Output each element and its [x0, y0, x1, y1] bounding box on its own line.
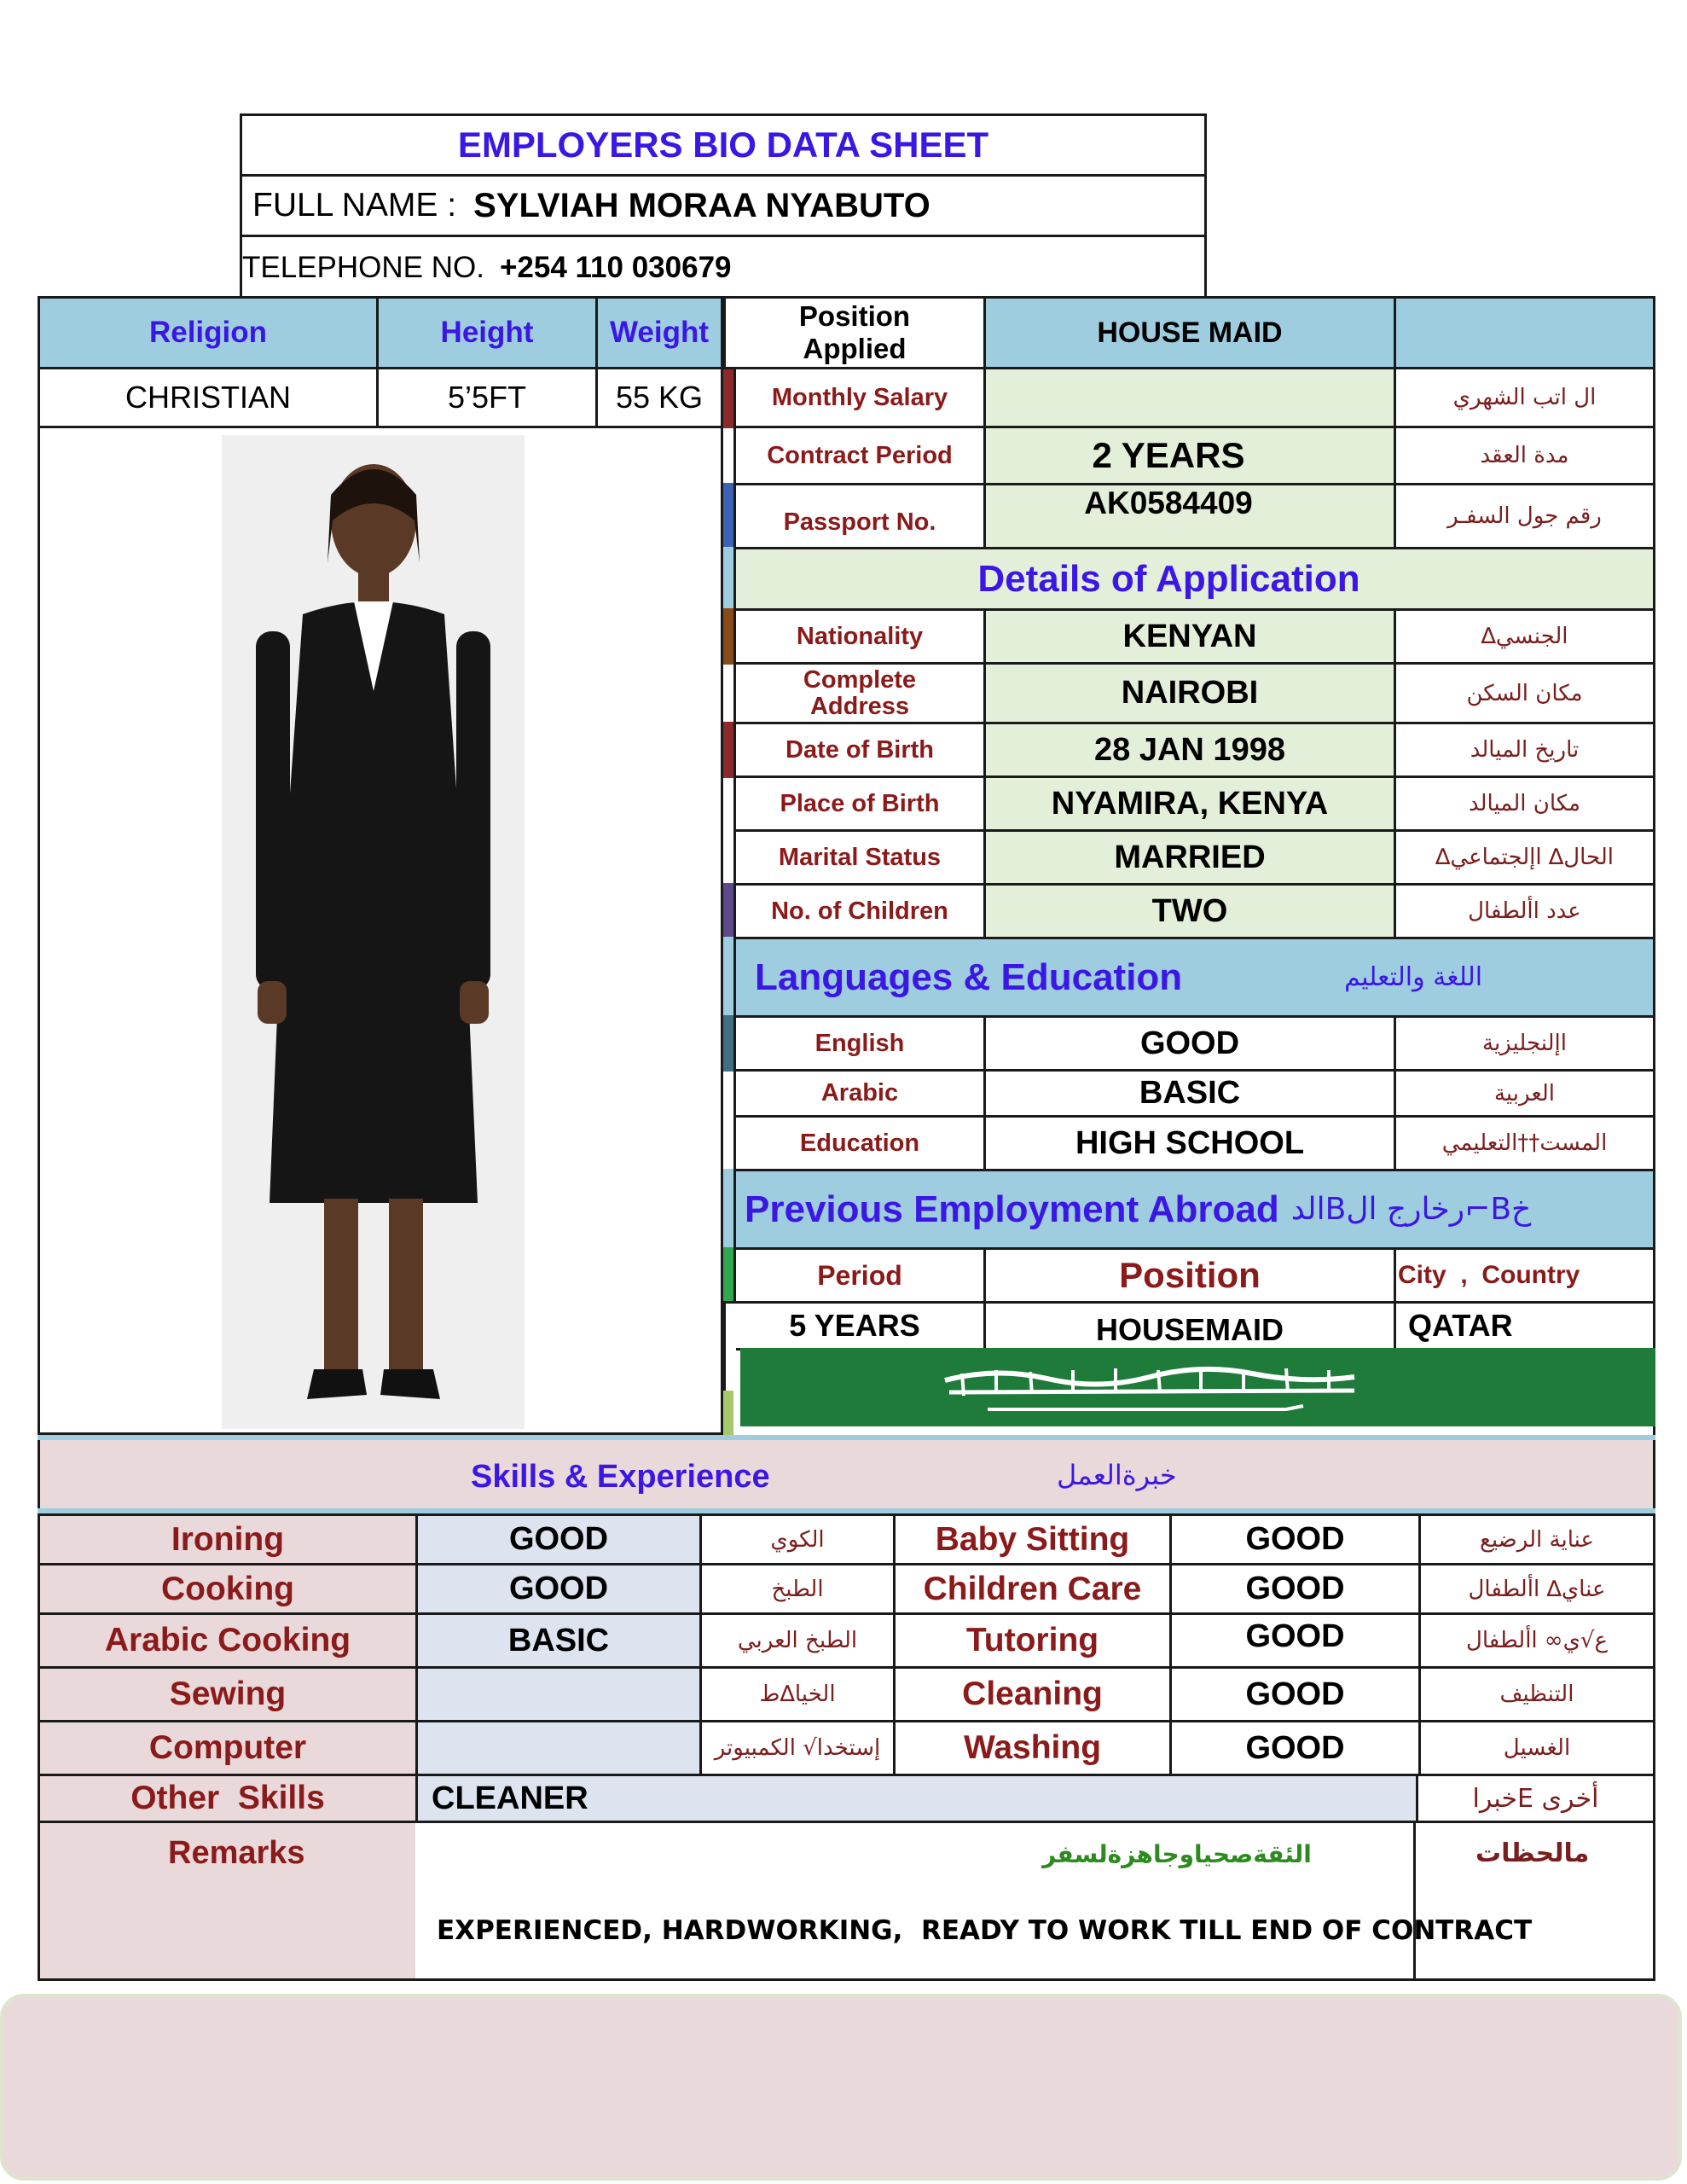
- position-label-cell: [723, 296, 986, 369]
- skill-ar-cell: [699, 1513, 896, 1565]
- arabic-label: Arabic: [820, 1079, 899, 1107]
- skill-label-cell: [893, 1513, 1172, 1565]
- english-value-cell: [983, 1015, 1396, 1072]
- salary-label-cell: [733, 367, 986, 428]
- religion-value: CHRISTIAN: [125, 380, 291, 415]
- contract-ar: مدة العقد: [1480, 443, 1569, 468]
- person-figure-icon: [222, 435, 525, 1429]
- row-marker: [723, 883, 733, 939]
- skill-sewing-ar: الخيا∆ط: [759, 1682, 836, 1707]
- remarks-text: EXPERIENCED, HARDWORKING, READY TO WORK TILL END OF CONTRACT: [437, 1915, 1533, 1946]
- city-header: City , Country: [1398, 1261, 1580, 1289]
- salary-label: Monthly Salary: [771, 383, 948, 411]
- other-skills-value-cell: [415, 1774, 1418, 1823]
- row-marker: [723, 1169, 733, 1250]
- passport-ar: رقم جول السفـر: [1447, 503, 1602, 529]
- skill-value-cell: [1169, 1563, 1421, 1615]
- row-marker: [723, 937, 733, 1018]
- passport-value: AK0584409: [1084, 485, 1253, 520]
- nationality-label-cell: [733, 608, 986, 665]
- weight-header: [595, 296, 723, 369]
- dob-value-cell: [983, 722, 1396, 778]
- arabic-value-cell: [983, 1069, 1396, 1118]
- skill-cooking-ar: الطبخ: [771, 1576, 824, 1602]
- nationality-ar-cell: [1394, 608, 1655, 665]
- skill-value-cell: [415, 1563, 702, 1615]
- country-value-cell: [1394, 1301, 1655, 1350]
- details-title: Details of Application: [977, 557, 1360, 600]
- children-ar: عدد األطفال: [1468, 898, 1581, 924]
- position-value: HOUSE MAID: [1097, 316, 1283, 349]
- other-skills-value: CLEANER: [432, 1780, 588, 1816]
- marital-ar: الحال∆ اإلجتماعي∆: [1435, 845, 1614, 870]
- skill-ar-cell: [1418, 1513, 1655, 1565]
- children-value: TWO: [1151, 892, 1228, 929]
- full-name-cell: [240, 174, 1207, 237]
- education-value-cell: [983, 1115, 1396, 1171]
- row-marker: [723, 1247, 733, 1304]
- skill-label-cell: [893, 1612, 1172, 1669]
- skill-value-cell: [1169, 1612, 1421, 1669]
- contract-ar-cell: [1394, 426, 1655, 485]
- skill-label-cell: [38, 1563, 418, 1615]
- other-skills-label: Other Skills: [130, 1780, 325, 1816]
- telephone-label: TELEPHONE NO.: [242, 250, 484, 284]
- period-header-cell: [733, 1247, 986, 1304]
- height-header: [376, 296, 598, 369]
- arabic-ar: العربية: [1493, 1080, 1556, 1107]
- emp-position-value-cell: [983, 1301, 1396, 1350]
- saudi-flag-emblem-icon: [740, 1348, 1655, 1426]
- contract-label-cell: [733, 426, 986, 485]
- address-value-cell: [983, 662, 1396, 724]
- row-marker: [723, 1391, 733, 1435]
- skill-arabiccooking-label: Arabic Cooking: [104, 1622, 351, 1658]
- height-value: 5’5FT: [447, 380, 527, 415]
- dob-value: 28 JAN 1998: [1094, 731, 1285, 768]
- position-extra-cell: [1394, 296, 1655, 369]
- period-value-cell: [723, 1301, 986, 1350]
- address-ar: مكان السكن: [1466, 680, 1583, 706]
- country-value: QATAR: [1408, 1308, 1513, 1343]
- skill-ironing-ar: الكوي: [770, 1526, 825, 1553]
- salary-ar-cell: [1394, 367, 1655, 428]
- pob-value: NYAMIRA, KENYA: [1051, 785, 1329, 822]
- pob-value-cell: [983, 775, 1396, 832]
- dob-ar: تاريخ الميالد: [1470, 737, 1580, 763]
- height-value-cell: [376, 367, 598, 428]
- religion-label: Religion: [148, 316, 268, 349]
- weight-label: Weight: [609, 316, 709, 349]
- saudi-flag: [740, 1348, 1655, 1426]
- address-label: Complete Address: [803, 665, 917, 720]
- english-value: GOOD: [1139, 1025, 1240, 1061]
- row-marker: [723, 608, 733, 665]
- skill-value-cell: [1169, 1513, 1421, 1565]
- skill-cleaning-value: GOOD: [1245, 1676, 1345, 1712]
- skill-label-cell: [893, 1563, 1172, 1615]
- salary-value-cell: [983, 367, 1396, 428]
- skill-ironing-value: GOOD: [508, 1521, 609, 1557]
- position-header: Position: [1119, 1255, 1261, 1295]
- nationality-value: KENYAN: [1122, 618, 1257, 654]
- religion-header: [38, 296, 379, 369]
- skill-tutoring-ar: ع√ي∞ األطفال: [1465, 1628, 1609, 1653]
- skill-babysitting-value: GOOD: [1245, 1521, 1345, 1557]
- other-skills-ar: أخرى Eخبرا: [1472, 1783, 1599, 1814]
- skill-ar-cell: [699, 1563, 896, 1615]
- emp-position-value: HOUSEMAID: [1095, 1312, 1284, 1347]
- skill-sewing-label: Sewing: [169, 1676, 287, 1712]
- city-header-cell: [1394, 1247, 1655, 1304]
- full-name-value: SYLVIAH MORAA NYABUTO: [473, 186, 930, 224]
- skill-value-cell: [1169, 1720, 1421, 1776]
- period-value: 5 YEARS: [789, 1308, 920, 1343]
- skill-computer-label: Computer: [148, 1729, 307, 1766]
- arabic-value: BASIC: [1139, 1075, 1241, 1111]
- nationality-ar: الجنسي∆: [1481, 624, 1568, 649]
- pob-label-cell: [733, 775, 986, 832]
- skill-babysitting-label: Baby Sitting: [935, 1520, 1130, 1558]
- skill-tutoring-label: Tutoring: [965, 1622, 1099, 1658]
- nationality-value-cell: [983, 608, 1396, 665]
- pob-label: Place of Birth: [780, 789, 940, 817]
- skill-cleaning-ar: التنظيف: [1499, 1682, 1574, 1707]
- skill-label-cell: [38, 1666, 418, 1722]
- telephone-value: +254 110 030679: [499, 250, 732, 284]
- english-label-cell: [733, 1015, 986, 1072]
- other-skills-ar-cell: [1416, 1774, 1655, 1823]
- skills-title-ar: خبرةالعمل: [1057, 1459, 1177, 1491]
- pob-ar: مكان الميالد: [1468, 791, 1581, 816]
- children-label: No. of Children: [771, 897, 948, 925]
- skill-label-cell: [38, 1612, 418, 1669]
- position-value-cell: [983, 296, 1396, 369]
- skill-arabiccooking-value: BASIC: [507, 1622, 610, 1658]
- skill-value-cell: [415, 1612, 702, 1669]
- candidate-photo: [222, 435, 525, 1429]
- education-ar: المست††التعليمي: [1441, 1130, 1608, 1156]
- skill-value-cell: [415, 1513, 702, 1565]
- skills-title: Skills & Experience: [471, 1459, 770, 1495]
- details-title-cell: [733, 547, 1655, 611]
- education-label: Education: [799, 1129, 920, 1157]
- dob-label: Date of Birth: [786, 735, 934, 764]
- employment-title: Previous Employment Abroad: [745, 1188, 1279, 1230]
- skill-label-cell: [38, 1513, 418, 1565]
- education-value: HIGH SCHOOL: [1075, 1124, 1305, 1161]
- languages-title: Languages & Education: [755, 956, 1183, 998]
- remarks-label-cell: [38, 1821, 418, 1981]
- height-label: Height: [440, 316, 534, 349]
- passport-label: Passport No.: [783, 508, 936, 536]
- skill-label-cell: [893, 1666, 1172, 1722]
- bottom-panel: [0, 1994, 1682, 2181]
- contract-value-cell: [983, 426, 1396, 485]
- pob-ar-cell: [1394, 775, 1655, 832]
- children-label-cell: [733, 883, 986, 939]
- telephone-cell: [240, 235, 1207, 298]
- row-marker: [723, 1015, 733, 1072]
- skill-washing-value: GOOD: [1245, 1729, 1345, 1766]
- religion-value-cell: [38, 367, 379, 428]
- other-skills-label-cell: [38, 1774, 418, 1823]
- skill-ironing-label: Ironing: [171, 1520, 285, 1558]
- title-cell: [240, 113, 1207, 177]
- skill-value-cell: [415, 1666, 702, 1722]
- position-header-cell: [983, 1247, 1396, 1304]
- skill-ar-cell: [1418, 1720, 1655, 1776]
- marital-ar-cell: [1394, 829, 1655, 886]
- dob-ar-cell: [1394, 722, 1655, 778]
- skill-childrencare-ar: عناي∆ األطفال: [1468, 1576, 1606, 1602]
- row-marker: [723, 722, 733, 778]
- salary-ar: ال اتب الشهري: [1452, 385, 1597, 410]
- passport-ar-cell: [1394, 483, 1655, 549]
- skill-ar-cell: [699, 1720, 896, 1776]
- english-ar-cell: [1394, 1015, 1655, 1072]
- skill-ar-cell: [1418, 1612, 1655, 1669]
- skill-childrencare-value: GOOD: [1245, 1571, 1345, 1606]
- period-header: Period: [817, 1259, 902, 1291]
- children-ar-cell: [1394, 883, 1655, 939]
- weight-value: 55 KG: [615, 380, 704, 415]
- skill-label-cell: [893, 1720, 1172, 1776]
- skills-title-band: [38, 1440, 1655, 1512]
- row-marker: [723, 1348, 736, 1391]
- marital-value-cell: [983, 829, 1396, 886]
- row-marker: [723, 367, 733, 428]
- passport-label-cell: [733, 483, 986, 549]
- remarks-ar: الئقةصحياوجاهزةلسفر: [1042, 1840, 1312, 1868]
- employment-title-ar: خB⌐رخارج الBالد: [1290, 1192, 1532, 1227]
- skill-childrencare-label: Children Care: [923, 1570, 1142, 1607]
- remarks-ar-cell: [1413, 1821, 1655, 1981]
- address-value: NAIROBI: [1121, 675, 1259, 711]
- skill-computer-ar: إستخدا√ الكمبيوتر: [714, 1735, 881, 1761]
- arabic-label-cell: [733, 1069, 986, 1118]
- remarks-ar-label: مالحظات: [1475, 1838, 1590, 1868]
- skill-cleaning-label: Cleaning: [962, 1676, 1103, 1712]
- row-marker: [723, 483, 733, 549]
- children-value-cell: [983, 883, 1396, 939]
- remarks-label: Remarks: [168, 1835, 305, 1871]
- passport-value-cell: [983, 483, 1396, 549]
- contract-label: Contract Period: [767, 441, 953, 469]
- weight-value-cell: [595, 367, 723, 428]
- languages-title-ar: اللغة والتعليم: [1344, 962, 1483, 992]
- employment-title-cell: [733, 1169, 1655, 1250]
- full-name-label: FULL NAME :: [252, 187, 457, 224]
- english-label: English: [815, 1029, 905, 1057]
- skill-washing-ar: الغسيل: [1503, 1735, 1571, 1761]
- row-marker: [723, 547, 733, 611]
- languages-title-cell: [733, 937, 1655, 1018]
- dob-label-cell: [733, 722, 986, 778]
- skill-ar-cell: [699, 1612, 896, 1669]
- skill-ar-cell: [1418, 1666, 1655, 1722]
- marital-value: MARRIED: [1114, 839, 1266, 875]
- english-ar: اإلنجليزية: [1482, 1031, 1567, 1056]
- skill-tutoring-value: GOOD: [1245, 1618, 1345, 1654]
- skill-ar-cell: [699, 1666, 896, 1722]
- contract-value: 2 YEARS: [1092, 435, 1245, 475]
- skill-value-cell: [1169, 1666, 1421, 1722]
- skill-cooking-label: Cooking: [161, 1570, 294, 1607]
- position-label: Position Applied: [798, 300, 911, 364]
- education-label-cell: [733, 1115, 986, 1171]
- skill-value-cell: [415, 1720, 702, 1776]
- nationality-label: Nationality: [796, 622, 924, 650]
- page-title: EMPLOYERS BIO DATA SHEET: [457, 125, 989, 165]
- address-label-cell: [733, 662, 986, 724]
- arabic-ar-cell: [1394, 1069, 1655, 1118]
- education-ar-cell: [1394, 1115, 1655, 1171]
- marital-label-cell: [733, 829, 986, 886]
- address-ar-cell: [1394, 662, 1655, 724]
- skill-cooking-value: GOOD: [508, 1571, 609, 1606]
- skill-arabiccooking-ar: الطبخ العربي: [737, 1628, 858, 1653]
- skill-babysitting-ar: عناية الرضيع: [1480, 1526, 1594, 1553]
- marital-label: Marital Status: [778, 843, 942, 871]
- skill-ar-cell: [1418, 1563, 1655, 1615]
- skill-label-cell: [38, 1720, 418, 1776]
- skill-washing-label: Washing: [963, 1729, 1102, 1766]
